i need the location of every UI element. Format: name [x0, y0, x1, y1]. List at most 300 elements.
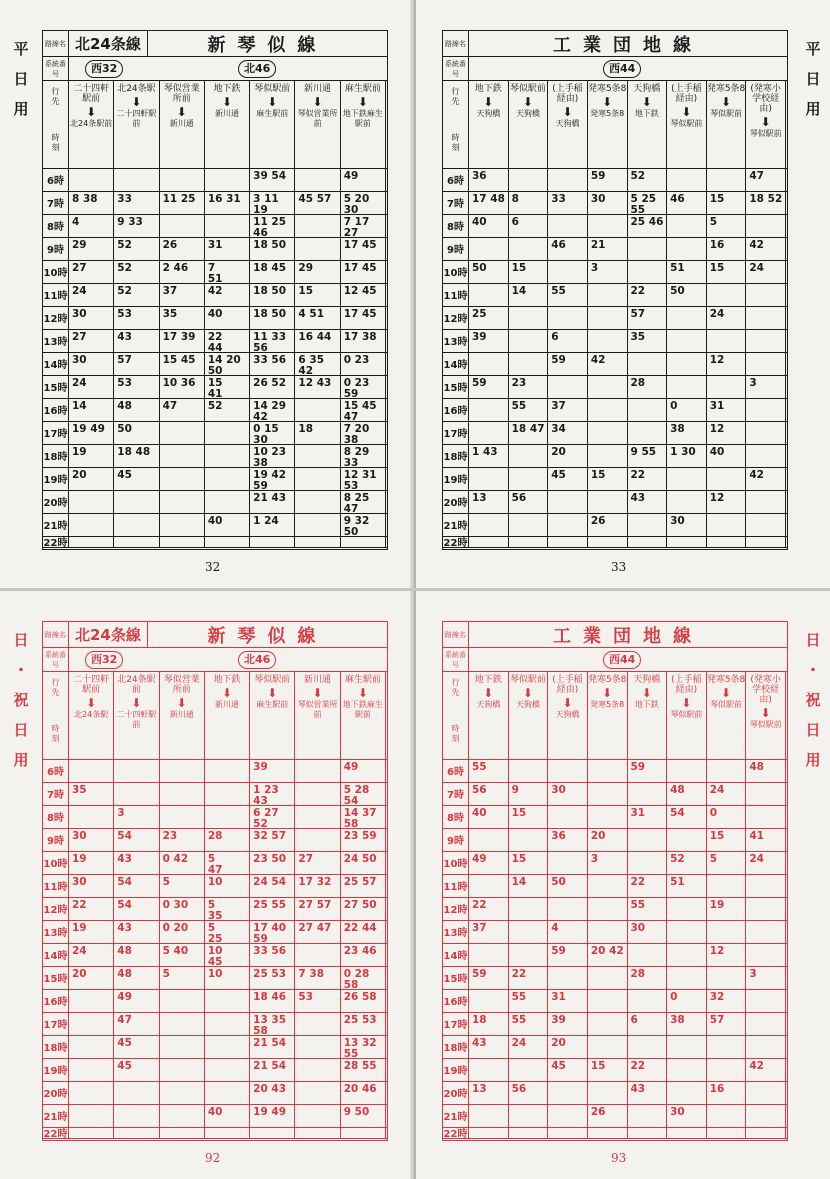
hour-row: [43, 192, 387, 215]
departure-minutes: [295, 1036, 340, 1058]
down-arrow-icon: ⬇: [721, 686, 732, 700]
departure-minutes: 27: [295, 852, 340, 874]
departure-minutes: 28: [628, 967, 668, 989]
hour-row: [443, 806, 787, 829]
departure-minutes: 30: [628, 921, 668, 943]
departure-minutes: 30: [548, 783, 588, 805]
departure-minutes: [205, 169, 250, 191]
departure-minutes: [114, 760, 159, 782]
departure-minutes: [667, 1059, 707, 1081]
departure-minutes: 30: [667, 1105, 707, 1127]
departure-minutes: 3: [588, 261, 628, 283]
departure-minutes: 55: [469, 760, 509, 782]
hour-label: 14時: [43, 353, 69, 375]
down-arrow-icon: ⬇: [357, 95, 368, 109]
hour-row: [443, 215, 787, 238]
departure-minutes: [250, 537, 295, 547]
departure-minutes: 52: [114, 261, 159, 283]
departure-minutes: 0: [667, 990, 707, 1012]
departure-minutes: [588, 760, 628, 782]
hour-label: 12時: [443, 898, 469, 920]
departure-minutes: [509, 944, 549, 966]
departure-minutes: 25 53: [250, 967, 295, 989]
departure-minutes: 18 47: [509, 422, 549, 444]
route-number-badge: 西32: [85, 651, 123, 669]
departure-minutes: 16 31: [205, 192, 250, 214]
departure-minutes: [205, 783, 250, 805]
hour-label: 10時: [43, 261, 69, 283]
departure-minutes: [667, 967, 707, 989]
hour-label: 9時: [43, 238, 69, 260]
timetable-frame: [42, 30, 388, 550]
hour-row: [43, 399, 387, 422]
departure-minutes: 7 38: [295, 967, 340, 989]
hour-row: [43, 169, 387, 192]
route-label: 路線名: [43, 31, 69, 56]
departure-minutes: 14: [69, 399, 114, 421]
hour-row: [443, 1059, 787, 1082]
departure-minutes: 18 45: [250, 261, 295, 283]
departure-minutes: [509, 537, 549, 547]
departure-minutes: 25 53: [341, 1013, 386, 1035]
departure-minutes: [746, 491, 786, 513]
hour-label: 21時: [443, 1105, 469, 1127]
departure-minutes: 31: [628, 806, 668, 828]
hour-label: 21時: [443, 514, 469, 536]
departure-minutes: 36: [548, 829, 588, 851]
down-arrow-icon: ⬇: [760, 706, 771, 720]
hour-label: 6時: [443, 169, 469, 191]
line-title: 新琴似線: [207, 34, 328, 56]
hour-label: 20時: [43, 1082, 69, 1104]
departure-minutes: 54: [114, 898, 159, 920]
departure-minutes: 31: [548, 990, 588, 1012]
departure-minutes: 23 50: [250, 852, 295, 874]
down-arrow-icon: ⬇: [221, 95, 233, 109]
hour-row: [443, 445, 787, 468]
route-number-badge: 北46: [238, 651, 276, 669]
departure-minutes: 0 23: [341, 353, 386, 375]
departure-minutes: 30: [588, 192, 628, 214]
departure-minutes: 0 20: [160, 921, 205, 943]
departure-minutes: 5 40: [160, 944, 205, 966]
departure-minutes: [746, 514, 786, 536]
departure-minutes: [588, 284, 628, 306]
departure-minutes: [707, 921, 747, 943]
departure-minutes: 55: [509, 990, 549, 1012]
departure-minutes: 22: [469, 898, 509, 920]
departure-minutes: 52: [628, 169, 668, 191]
departure-minutes: [588, 806, 628, 828]
departure-minutes: [295, 1082, 340, 1104]
departure-minutes: [746, 330, 786, 352]
departure-minutes: [667, 1036, 707, 1058]
departure-minutes: 19: [707, 898, 747, 920]
departure-minutes: 27 57: [295, 898, 340, 920]
departure-minutes: 35: [160, 307, 205, 329]
departure-minutes: [588, 399, 628, 421]
departure-minutes: [746, 783, 786, 805]
departure-minutes: 20 43: [250, 1082, 295, 1104]
departure-minutes: 43: [114, 921, 159, 943]
down-arrow-icon: ⬇: [681, 696, 692, 710]
down-arrow-icon: ⬇: [760, 115, 771, 129]
destination-column-header: 琴似営業所前 ⬇ 新川通: [160, 81, 205, 168]
departure-minutes: 15: [295, 284, 340, 306]
destination-column-header: 地下鉄 ⬇ 新川通: [205, 81, 250, 168]
departure-minutes: 56: [469, 783, 509, 805]
departure-minutes: [667, 537, 707, 547]
hour-row: [43, 898, 387, 921]
departure-minutes: [509, 760, 549, 782]
page-33: [416, 0, 830, 588]
hour-row: [43, 514, 387, 537]
down-arrow-icon: ⬇: [562, 696, 573, 710]
destination-column-header: 天狗橋 ⬇ 地下鉄: [628, 81, 668, 168]
hour-label: 16時: [443, 399, 469, 421]
departure-minutes: [295, 537, 340, 547]
hour-row: [443, 1105, 787, 1128]
departure-minutes: [588, 491, 628, 513]
departure-minutes: [746, 921, 786, 943]
departure-minutes: 47: [160, 399, 205, 421]
departure-minutes: 3 11 19: [250, 192, 295, 214]
hour-row: [43, 1082, 387, 1105]
hour-label: 7時: [443, 783, 469, 805]
departure-minutes: [295, 806, 340, 828]
destination-column-header: 発寒5条8 ⬇ 発寒5条8: [588, 81, 628, 168]
departure-minutes: 6: [509, 215, 549, 237]
timetable-frame: [442, 621, 788, 1141]
departure-minutes: [205, 760, 250, 782]
system-label: 系統番号: [43, 648, 69, 671]
hour-label: 6時: [43, 169, 69, 191]
line-title: 工業団地線: [553, 625, 703, 647]
departure-minutes: 12: [707, 491, 747, 513]
hour-label: 7時: [43, 192, 69, 214]
hour-label: 15時: [443, 376, 469, 398]
hour-row: [443, 852, 787, 875]
departure-minutes: 2 46: [160, 261, 205, 283]
departure-minutes: [548, 898, 588, 920]
departure-minutes: [588, 376, 628, 398]
departure-minutes: [69, 1013, 114, 1035]
hour-label: 11時: [43, 284, 69, 306]
departure-minutes: 28 55: [341, 1059, 386, 1081]
departure-minutes: 20 42: [588, 944, 628, 966]
departure-minutes: [114, 169, 159, 191]
hour-label: 15時: [443, 967, 469, 989]
departure-minutes: 23: [509, 376, 549, 398]
departure-minutes: 20: [69, 967, 114, 989]
departure-minutes: [295, 445, 340, 467]
departure-minutes: 18 48: [114, 445, 159, 467]
hour-row: [443, 169, 787, 192]
departure-minutes: [548, 514, 588, 536]
departure-minutes: [588, 990, 628, 1012]
hour-row: [43, 1128, 387, 1139]
departure-minutes: 59: [628, 760, 668, 782]
departure-minutes: 5 47: [205, 852, 250, 874]
hour-row: [43, 1059, 387, 1082]
hour-label: 9時: [443, 238, 469, 260]
departure-minutes: [469, 1128, 509, 1138]
departure-minutes: [205, 1036, 250, 1058]
departure-minutes: 20: [548, 1036, 588, 1058]
departure-minutes: 33: [114, 192, 159, 214]
down-arrow-icon: ⬇: [602, 95, 613, 109]
departure-minutes: [160, 990, 205, 1012]
departure-minutes: 29: [69, 238, 114, 260]
destination-column-header: 地下鉄 ⬇ 新川通: [205, 672, 250, 759]
departure-minutes: 22: [628, 1059, 668, 1081]
departure-minutes: 46: [548, 238, 588, 260]
page-32: [0, 0, 414, 588]
departure-minutes: 18: [295, 422, 340, 444]
destination-column-header: 二十四軒駅前 ⬇ 北24条駅前: [69, 81, 114, 168]
departure-minutes: [707, 1128, 747, 1138]
departure-minutes: [588, 330, 628, 352]
down-arrow-icon: ⬇: [602, 686, 613, 700]
departure-minutes: [628, 514, 668, 536]
destination-column-header: 新川通 ⬇ 琴似営業所前: [295, 81, 340, 168]
hour-label: 19時: [443, 468, 469, 490]
departure-minutes: [588, 422, 628, 444]
departure-minutes: 28: [205, 829, 250, 851]
departure-minutes: 25 46: [628, 215, 668, 237]
departure-minutes: 3: [746, 376, 786, 398]
departure-minutes: [205, 1013, 250, 1035]
departure-minutes: [469, 1105, 509, 1127]
departure-minutes: 43: [469, 1036, 509, 1058]
departure-minutes: 6: [548, 330, 588, 352]
departure-minutes: 26: [588, 1105, 628, 1127]
departure-minutes: [667, 238, 707, 260]
departure-minutes: 11 33 56: [250, 330, 295, 352]
hour-row: [43, 806, 387, 829]
departure-minutes: 25: [469, 307, 509, 329]
departure-minutes: [588, 875, 628, 897]
hour-row: [443, 875, 787, 898]
departure-minutes: 48: [114, 944, 159, 966]
departure-minutes: [628, 990, 668, 1012]
hour-row: [43, 829, 387, 852]
departure-minutes: 57: [707, 1013, 747, 1035]
departure-minutes: 10: [205, 967, 250, 989]
departure-minutes: [295, 399, 340, 421]
down-arrow-icon: ⬇: [681, 105, 692, 119]
departure-minutes: [205, 1082, 250, 1104]
departure-minutes: [295, 491, 340, 513]
departure-minutes: [469, 1059, 509, 1081]
hour-label: 14時: [443, 944, 469, 966]
hour-label: 11時: [443, 875, 469, 897]
hour-row: [443, 829, 787, 852]
departure-minutes: [295, 514, 340, 536]
down-arrow-icon: ⬇: [267, 95, 278, 109]
destination-column-header: 天狗橋 ⬇ 地下鉄: [628, 672, 668, 759]
departure-minutes: 52: [114, 284, 159, 306]
departure-minutes: 27 50: [341, 898, 386, 920]
hour-label: 19時: [43, 468, 69, 490]
hour-row: [43, 760, 387, 783]
hour-label: 13時: [43, 921, 69, 943]
hour-row: [43, 783, 387, 806]
hour-row: [443, 330, 787, 353]
departure-minutes: 17 38: [341, 330, 386, 352]
departure-minutes: 20: [548, 445, 588, 467]
schedule-type-label: 平 日 用: [805, 40, 821, 118]
departure-minutes: [628, 1105, 668, 1127]
departure-minutes: [667, 944, 707, 966]
departure-minutes: [548, 537, 588, 547]
hour-label: 12時: [43, 307, 69, 329]
departure-minutes: [509, 1059, 549, 1081]
hour-row: [443, 1082, 787, 1105]
departure-minutes: 30: [69, 307, 114, 329]
departure-minutes: 56: [509, 491, 549, 513]
departure-minutes: [628, 353, 668, 375]
route-label: 路線名: [43, 622, 69, 647]
hour-label: 18時: [443, 1036, 469, 1058]
departure-minutes: [667, 215, 707, 237]
departure-minutes: 0 15 30: [250, 422, 295, 444]
down-arrow-icon: ⬇: [641, 95, 652, 109]
hour-row: [443, 783, 787, 806]
hour-row: [443, 284, 787, 307]
departure-minutes: [295, 1128, 340, 1138]
departure-minutes: [469, 875, 509, 897]
hour-row: [43, 967, 387, 990]
hour-label: 10時: [43, 852, 69, 874]
hour-row: [43, 376, 387, 399]
departure-minutes: 18 50: [250, 238, 295, 260]
departure-minutes: [667, 1128, 707, 1138]
hour-row: [43, 537, 387, 548]
destination-column-header: 地下鉄 ⬇ 天狗橋: [469, 672, 509, 759]
departure-minutes: 59: [548, 944, 588, 966]
destination-column-header: (発寒小学校経由) ⬇ 琴似駅前: [746, 81, 786, 168]
departure-minutes: 25 57: [341, 875, 386, 897]
departure-minutes: 15: [509, 261, 549, 283]
departure-minutes: [295, 783, 340, 805]
hour-row: [443, 921, 787, 944]
departure-minutes: 26: [588, 514, 628, 536]
departure-minutes: [295, 169, 340, 191]
departure-minutes: 27 47: [295, 921, 340, 943]
line-title: 工業団地線: [553, 34, 703, 56]
departure-minutes: 43: [628, 1082, 668, 1104]
page-number: 32: [205, 560, 221, 574]
destination-column-header: 北24条駅 ⬇ 二十四軒駅前: [114, 81, 159, 168]
departure-minutes: [548, 1082, 588, 1104]
departure-minutes: 23: [160, 829, 205, 851]
down-arrow-icon: ⬇: [522, 686, 533, 700]
departure-minutes: [114, 1105, 159, 1127]
departure-minutes: 18 50: [250, 284, 295, 306]
departure-minutes: 20 46: [341, 1082, 386, 1104]
gutter: [410, 0, 416, 588]
departure-minutes: 15 41: [205, 376, 250, 398]
departure-minutes: 48: [746, 760, 786, 782]
departure-minutes: [295, 1013, 340, 1035]
departure-minutes: [746, 1013, 786, 1035]
departure-minutes: 37: [469, 921, 509, 943]
departure-minutes: [160, 1036, 205, 1058]
departure-minutes: 24: [509, 1036, 549, 1058]
departure-minutes: [588, 1013, 628, 1035]
hour-row: [443, 468, 787, 491]
departure-minutes: 39: [548, 1013, 588, 1035]
hour-row: [43, 921, 387, 944]
departure-minutes: 37: [548, 399, 588, 421]
departure-minutes: [160, 760, 205, 782]
departure-minutes: 24: [69, 376, 114, 398]
hour-label: 10時: [443, 852, 469, 874]
departure-minutes: 55: [548, 284, 588, 306]
departure-minutes: 12: [707, 353, 747, 375]
departure-minutes: 0 23 59: [341, 376, 386, 398]
departure-minutes: 16: [707, 238, 747, 260]
departure-minutes: 20: [69, 468, 114, 490]
departure-minutes: 16: [707, 1082, 747, 1104]
departure-minutes: 59: [588, 169, 628, 191]
hour-label: 22時: [43, 1129, 68, 1141]
departure-minutes: 24 54: [250, 875, 295, 897]
departure-minutes: 15: [707, 829, 747, 851]
destination-column-header: 琴似駅前 ⬇ 天狗橋: [509, 81, 549, 168]
departure-minutes: [114, 783, 159, 805]
departure-minutes: [548, 806, 588, 828]
departure-minutes: [160, 1013, 205, 1035]
hour-label: 17時: [43, 1013, 69, 1035]
departure-minutes: [160, 1059, 205, 1081]
departure-minutes: 15: [588, 1059, 628, 1081]
departure-minutes: [667, 468, 707, 490]
departure-minutes: 51: [667, 875, 707, 897]
departure-minutes: 18: [469, 1013, 509, 1035]
departure-minutes: 39: [250, 760, 295, 782]
departure-minutes: 32 57: [250, 829, 295, 851]
departure-minutes: 45: [114, 1059, 159, 1081]
departure-minutes: 23 46: [341, 944, 386, 966]
departure-minutes: 59: [469, 967, 509, 989]
departure-minutes: 54: [114, 875, 159, 897]
departure-minutes: 15: [509, 806, 549, 828]
departure-minutes: 1 30: [667, 445, 707, 467]
hour-row: [443, 399, 787, 422]
departure-minutes: 15: [509, 852, 549, 874]
page-number: 33: [611, 560, 627, 574]
departure-minutes: [548, 967, 588, 989]
departure-minutes: [667, 1082, 707, 1104]
departure-minutes: [707, 967, 747, 989]
departure-minutes: 17 48: [469, 192, 509, 214]
hour-row: [443, 261, 787, 284]
departure-minutes: [628, 852, 668, 874]
departure-minutes: 12 45: [341, 284, 386, 306]
departure-minutes: [160, 422, 205, 444]
departure-minutes: 47: [746, 169, 786, 191]
departure-minutes: [746, 284, 786, 306]
hour-label: 22時: [43, 538, 68, 550]
departure-minutes: [469, 353, 509, 375]
departure-minutes: [548, 215, 588, 237]
departure-minutes: [509, 898, 549, 920]
hour-label: 18時: [43, 1036, 69, 1058]
hour-label: 8時: [43, 806, 69, 828]
hour-row: [443, 944, 787, 967]
